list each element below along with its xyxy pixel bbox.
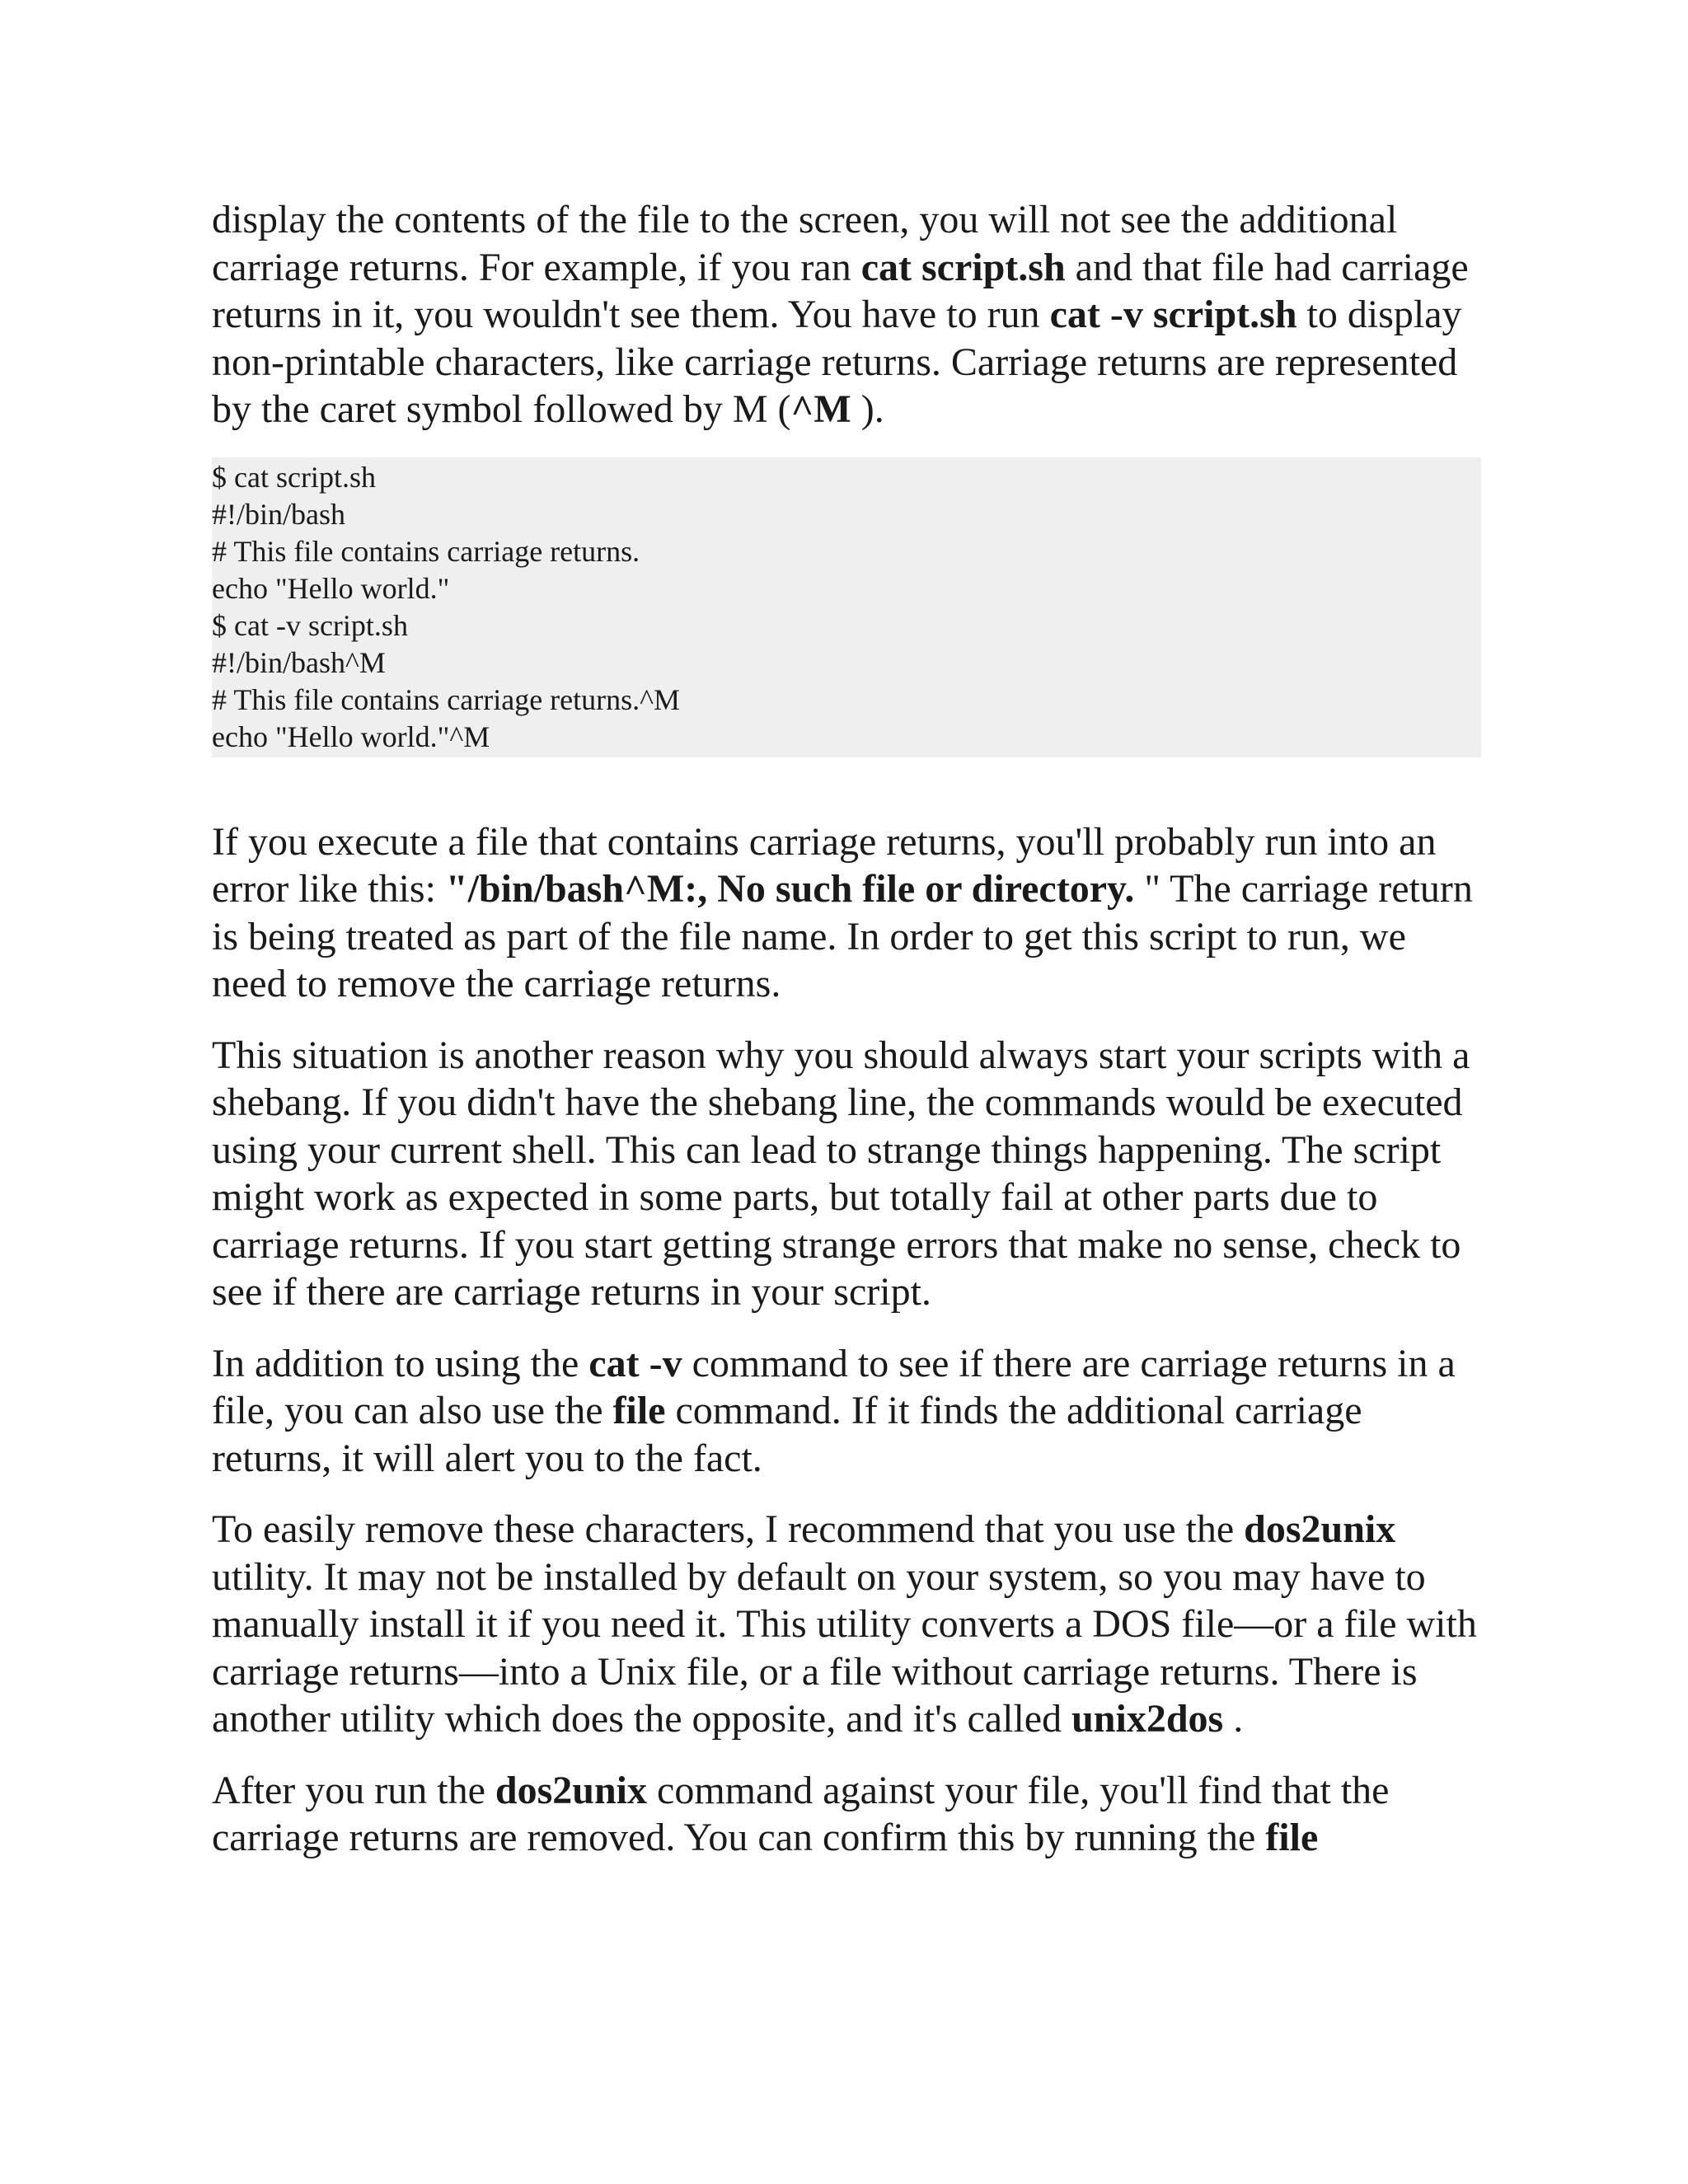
code-line: echo "Hello world."^M <box>212 719 490 753</box>
code-line: #!/bin/bash^M <box>212 645 386 679</box>
text-run: This situation is another reason why you should always start your scripts with a shebang. If you didn't have the shebang line, the commands would be executed using your current shell. This can lead to strange things happening. The script might work as expected in some parts, but totally fail at other parts due to carriage returns. If you start getting strange errors that make no sense, check to see if there are carriage returns in your script. <box>212 1033 1470 1314</box>
code-line: #!/bin/bash <box>212 497 345 531</box>
document-page <box>212 196 1481 1886</box>
text-run: In addition to using the <box>212 1341 589 1385</box>
code-line: # This file contains carriage returns. <box>212 534 640 568</box>
text-run: . <box>1223 1697 1244 1741</box>
code-line: $ cat -v script.sh <box>212 608 408 642</box>
bold-term: ^M <box>790 387 851 431</box>
code-line: # This file contains carriage returns.^M <box>212 682 681 716</box>
text-run: command to see if there are carriage returns in a file, you can also use the <box>212 1341 1456 1432</box>
paragraph <box>212 1032 1481 1316</box>
bold-term: file <box>1265 1816 1319 1859</box>
code-line: echo "Hello world." <box>212 571 450 605</box>
bold-term: file <box>612 1389 666 1432</box>
code-line: $ cat script.sh <box>212 460 376 494</box>
text-run: To easily remove these characters, I recommend that you use the <box>212 1507 1245 1551</box>
text-run: display the contents of the file to the screen, you will not see the additional carriage returns. For example, if you ran <box>212 198 1398 289</box>
bold-term: unix2dos <box>1071 1697 1224 1741</box>
paragraph <box>212 1506 1481 1743</box>
paragraph <box>212 1340 1481 1483</box>
bold-term: cat -v <box>588 1341 682 1385</box>
bold-term: dos2unix <box>495 1768 648 1812</box>
text-run: utility. It may not be installed by default on your system, so you may have to manually install it if you need it. This utility converts a DOS file—or a file with carriage returns—into a Unix file, or a file without carriage returns. There is another utility which does the opposite, and it's called <box>212 1554 1477 1741</box>
text-run: command against your file, you'll find that the carriage returns are removed. You can confirm this by running the <box>212 1768 1390 1859</box>
bold-term: dos2unix <box>1244 1507 1396 1551</box>
body-text-after <box>212 818 1481 1862</box>
text-run: " The carriage return is being treated as part of the file name. In order to get this script to run, we need to remove the carriage returns. <box>212 867 1473 1005</box>
text-run: If you execute a file that contains carriage returns, you'll probably run into an error like this: <box>212 819 1437 911</box>
text-run: ). <box>851 387 884 431</box>
paragraph <box>212 818 1481 1008</box>
text-run: After you run the <box>212 1768 495 1812</box>
bold-term: cat -v script.sh <box>1049 293 1297 336</box>
paragraph <box>212 1767 1481 1862</box>
bold-term: cat script.sh <box>860 245 1066 289</box>
code-block <box>212 457 1481 757</box>
bold-term: "/bin/bash^M:, No such file or directory. <box>445 867 1135 911</box>
text-run: command. If it finds the additional carriage returns, it will alert you to the fact. <box>212 1389 1362 1480</box>
paragraph <box>212 196 1481 434</box>
text-run: to display non-printable characters, like carriage returns. Carriage returns are represented by the caret symbol followed by M ( <box>212 293 1462 431</box>
body-text-before <box>212 196 1481 434</box>
text-run: and that file had carriage returns in it, you wouldn't see them. You have to run <box>212 245 1469 336</box>
